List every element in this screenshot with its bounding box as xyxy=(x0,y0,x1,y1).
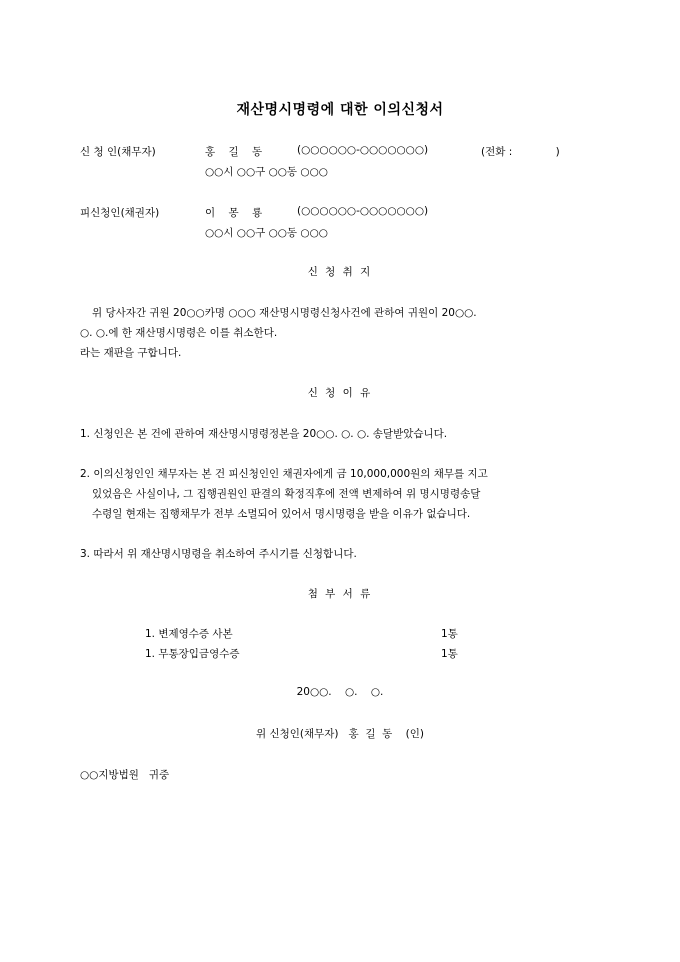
applicant-id: (○○○○○○-○○○○○○○) xyxy=(297,144,429,156)
reasons-heading: 신 청 이 유 xyxy=(307,387,373,399)
document-date: 20○○. ○. ○. xyxy=(296,686,384,698)
attachment-item-1-name: 1. 변제영수증 사본 xyxy=(145,628,233,640)
respondent-id: (○○○○○○-○○○○○○○) xyxy=(297,205,429,217)
reason-item-2-line-3: 수령일 현재는 집행채무가 전부 소멸되어 있어서 명시명령을 받을 이유가 없습니다. xyxy=(92,508,471,520)
attachment-item-1-count: 1통 xyxy=(441,628,458,640)
purpose-line-2: ○. ○.에 한 재산명시명령은 이를 취소한다. xyxy=(80,327,278,339)
reason-item-2-line-1: 2. 이의신청인인 채무자는 본 건 피신청인인 채권자에게 금 10,000,000원의 채무를 지고 xyxy=(80,468,488,480)
attachment-item-2-name: 1. 무통장입금영수증 xyxy=(145,648,240,660)
purpose-line-3: 라는 재판을 구합니다. xyxy=(80,347,182,359)
respondent-name: 이 몽 룡 xyxy=(205,207,263,219)
applicant-address: ○○시 ○○구 ○○동 ○○○ xyxy=(205,166,328,178)
reason-item-2-line-2: 있었음은 사실이나, 그 집행권원인 판결의 확정직후에 전액 변제하여 위 명시명령송달 xyxy=(92,488,481,500)
attachments-heading: 첨 부 서 류 xyxy=(307,588,373,600)
applicant-label: 신 청 인(채무자) xyxy=(80,146,156,158)
applicant-phone: (전화 : ) xyxy=(481,146,560,158)
respondent-address: ○○시 ○○구 ○○동 ○○○ xyxy=(205,227,328,239)
purpose-heading: 신 청 취 지 xyxy=(307,266,373,278)
document-title: 재산명시명령에 대한 이의신청서 xyxy=(236,102,444,118)
purpose-line-1: 위 당사자간 귀원 20○○카명 ○○○ 재산명시명령신청사건에 관하여 귀원이 20○○. xyxy=(92,307,477,319)
reason-item-1: 1. 신청인은 본 건에 관하여 재산명시명령정본을 20○○. ○. ○. 송달받았습니다. xyxy=(80,428,448,440)
attachment-item-2-count: 1통 xyxy=(441,648,458,660)
applicant-name: 홍 길 동 xyxy=(205,146,263,158)
signature-line: 위 신청인(채무자) 홍 길 동 (인) xyxy=(255,728,424,740)
court-addressee: ○○지방법원 귀중 xyxy=(80,769,170,781)
reason-item-3: 3. 따라서 위 재산명시명령을 취소하여 주시기를 신청합니다. xyxy=(80,548,357,560)
respondent-label: 피신청인(채권자) xyxy=(80,207,160,219)
